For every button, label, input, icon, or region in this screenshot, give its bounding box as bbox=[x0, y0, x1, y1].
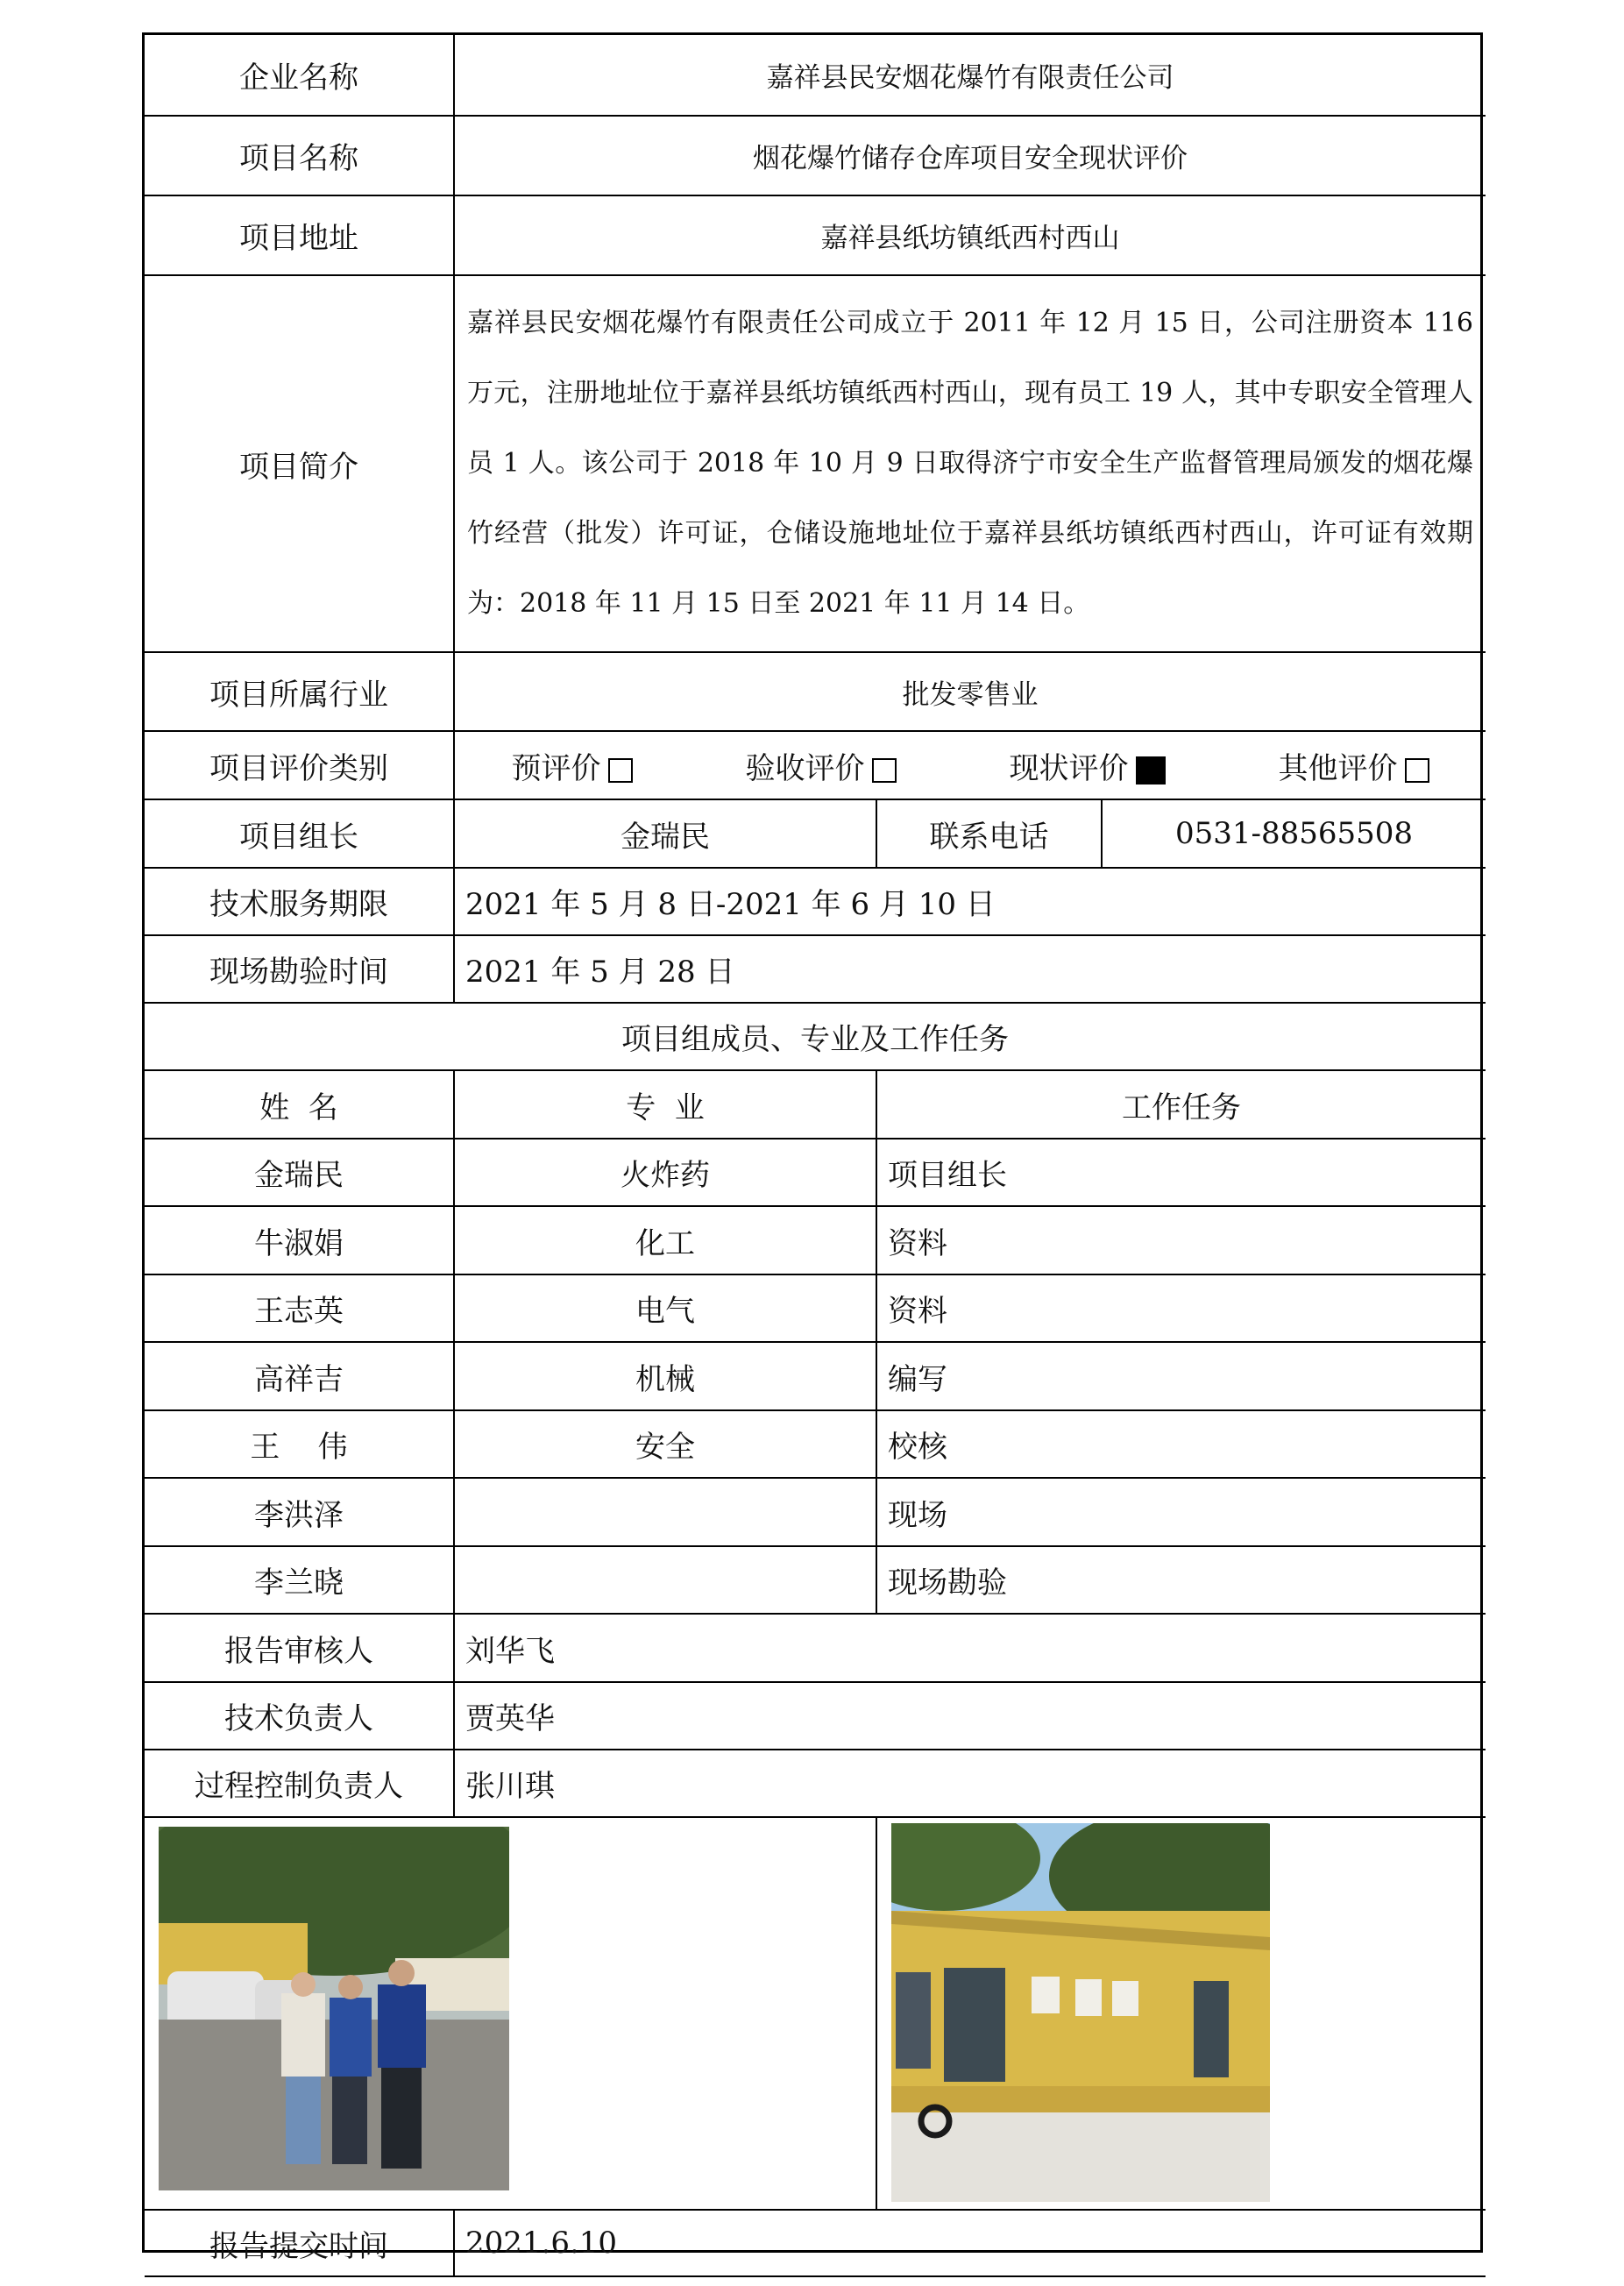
process-lead-label: 过程控制负责人 bbox=[145, 1750, 454, 1817]
member-name: 金瑞民 bbox=[145, 1139, 454, 1206]
member-major: 化工 bbox=[454, 1206, 876, 1274]
photo-cell-left bbox=[145, 1817, 876, 2210]
member-name: 李兰晓 bbox=[145, 1546, 454, 1614]
checkbox-unchecked-icon bbox=[1405, 758, 1429, 783]
project-intro-label: 项目简介 bbox=[145, 275, 454, 652]
reviewer-value: 刘华飞 bbox=[454, 1614, 1486, 1682]
submit-time-value: 2021.6.10 bbox=[454, 2210, 1486, 2276]
project-address-value: 嘉祥县纸坊镇纸西村西山 bbox=[454, 195, 1486, 275]
member-task: 项目组长 bbox=[876, 1139, 1486, 1206]
category-options bbox=[454, 731, 1486, 799]
option-status-evaluation: 现状评价 bbox=[1010, 744, 1166, 787]
member-major: 电气 bbox=[454, 1274, 876, 1342]
site-photo-people bbox=[159, 1827, 509, 2190]
members-title: 项目组成员、专业及工作任务 bbox=[145, 1003, 1486, 1070]
checkbox-unchecked-icon bbox=[608, 758, 633, 783]
checkbox-unchecked-icon bbox=[872, 758, 897, 783]
project-name-value: 烟花爆竹储存仓库项目安全现状评价 bbox=[454, 116, 1486, 195]
table-row bbox=[145, 1342, 1486, 1410]
evaluation-form bbox=[142, 32, 1483, 2264]
member-name: 王 伟 bbox=[145, 1410, 454, 1478]
leader-label: 项目组长 bbox=[145, 799, 454, 868]
company-label: 企业名称 bbox=[145, 35, 454, 116]
service-period-value: 2021 年 5 月 8 日-2021 年 6 月 10 日 bbox=[454, 868, 1486, 935]
member-name: 高祥吉 bbox=[145, 1342, 454, 1410]
members-header-major: 专 业 bbox=[454, 1070, 876, 1139]
category-label: 项目评价类别 bbox=[145, 731, 454, 799]
member-major: 火炸药 bbox=[454, 1139, 876, 1206]
member-task: 校核 bbox=[876, 1410, 1486, 1478]
checkbox-checked-icon bbox=[1136, 756, 1166, 784]
submit-time-label: 报告提交时间 bbox=[145, 2210, 454, 2276]
members-header-name: 姓 名 bbox=[145, 1070, 454, 1139]
company-value: 嘉祥县民安烟花爆竹有限责任公司 bbox=[454, 35, 1486, 116]
option-pre-evaluation: 预评价 bbox=[512, 744, 633, 787]
service-period-label: 技术服务期限 bbox=[145, 868, 454, 935]
member-major: 安全 bbox=[454, 1410, 876, 1478]
photo-cell-right bbox=[876, 1817, 1486, 2210]
table-row bbox=[145, 1274, 1486, 1342]
tech-lead-value: 贾英华 bbox=[454, 1682, 1486, 1750]
table-row bbox=[145, 1546, 1486, 1614]
table-row bbox=[145, 1410, 1486, 1478]
process-lead-value: 张川琪 bbox=[454, 1750, 1486, 1817]
member-major: 机械 bbox=[454, 1342, 876, 1410]
site-photo-warehouse bbox=[891, 1823, 1270, 2202]
industry-label: 项目所属行业 bbox=[145, 652, 454, 731]
reviewer-label: 报告审核人 bbox=[145, 1614, 454, 1682]
member-name: 李洪泽 bbox=[145, 1478, 454, 1546]
member-task: 现场勘验 bbox=[876, 1546, 1486, 1614]
member-task: 编写 bbox=[876, 1342, 1486, 1410]
option-other-evaluation: 其他评价 bbox=[1279, 744, 1429, 787]
member-task: 资料 bbox=[876, 1274, 1486, 1342]
survey-time-label: 现场勘验时间 bbox=[145, 935, 454, 1003]
option-acceptance-evaluation: 验收评价 bbox=[746, 744, 897, 787]
table-row bbox=[145, 1139, 1486, 1206]
phone-label: 联系电话 bbox=[876, 799, 1102, 868]
table-row bbox=[145, 1206, 1486, 1274]
phone-value: 0531-88565508 bbox=[1102, 799, 1486, 868]
member-task: 资料 bbox=[876, 1206, 1486, 1274]
project-address-label: 项目地址 bbox=[145, 195, 454, 275]
member-name: 牛淑娟 bbox=[145, 1206, 454, 1274]
project-intro-value: 嘉祥县民安烟花爆竹有限责任公司成立于 2011 年 12 月 15 日，公司注册资本 116 万元，注册地址位于嘉祥县纸坊镇纸西村西山，现有员工 19 人，其中专职安全管理人员 1 人。该公司于 2018 年 10 月 9 日取得济宁市安全生产监督管理局颁发的烟花爆竹经营（批发）许可证，仓储设施地址位于嘉祥县纸坊镇纸西村西山，许可证有效期为：2018 年 11 月 15 日至 2021 年 11 月 14 日。 bbox=[454, 275, 1486, 652]
table-row bbox=[145, 1478, 1486, 1546]
members-header-task: 工作任务 bbox=[876, 1070, 1486, 1139]
project-name-label: 项目名称 bbox=[145, 116, 454, 195]
member-task: 现场 bbox=[876, 1478, 1486, 1546]
survey-time-value: 2021 年 5 月 28 日 bbox=[454, 935, 1486, 1003]
member-major bbox=[454, 1546, 876, 1614]
industry-value: 批发零售业 bbox=[454, 652, 1486, 731]
tech-lead-label: 技术负责人 bbox=[145, 1682, 454, 1750]
member-name: 王志英 bbox=[145, 1274, 454, 1342]
leader-value: 金瑞民 bbox=[454, 799, 876, 868]
member-major bbox=[454, 1478, 876, 1546]
